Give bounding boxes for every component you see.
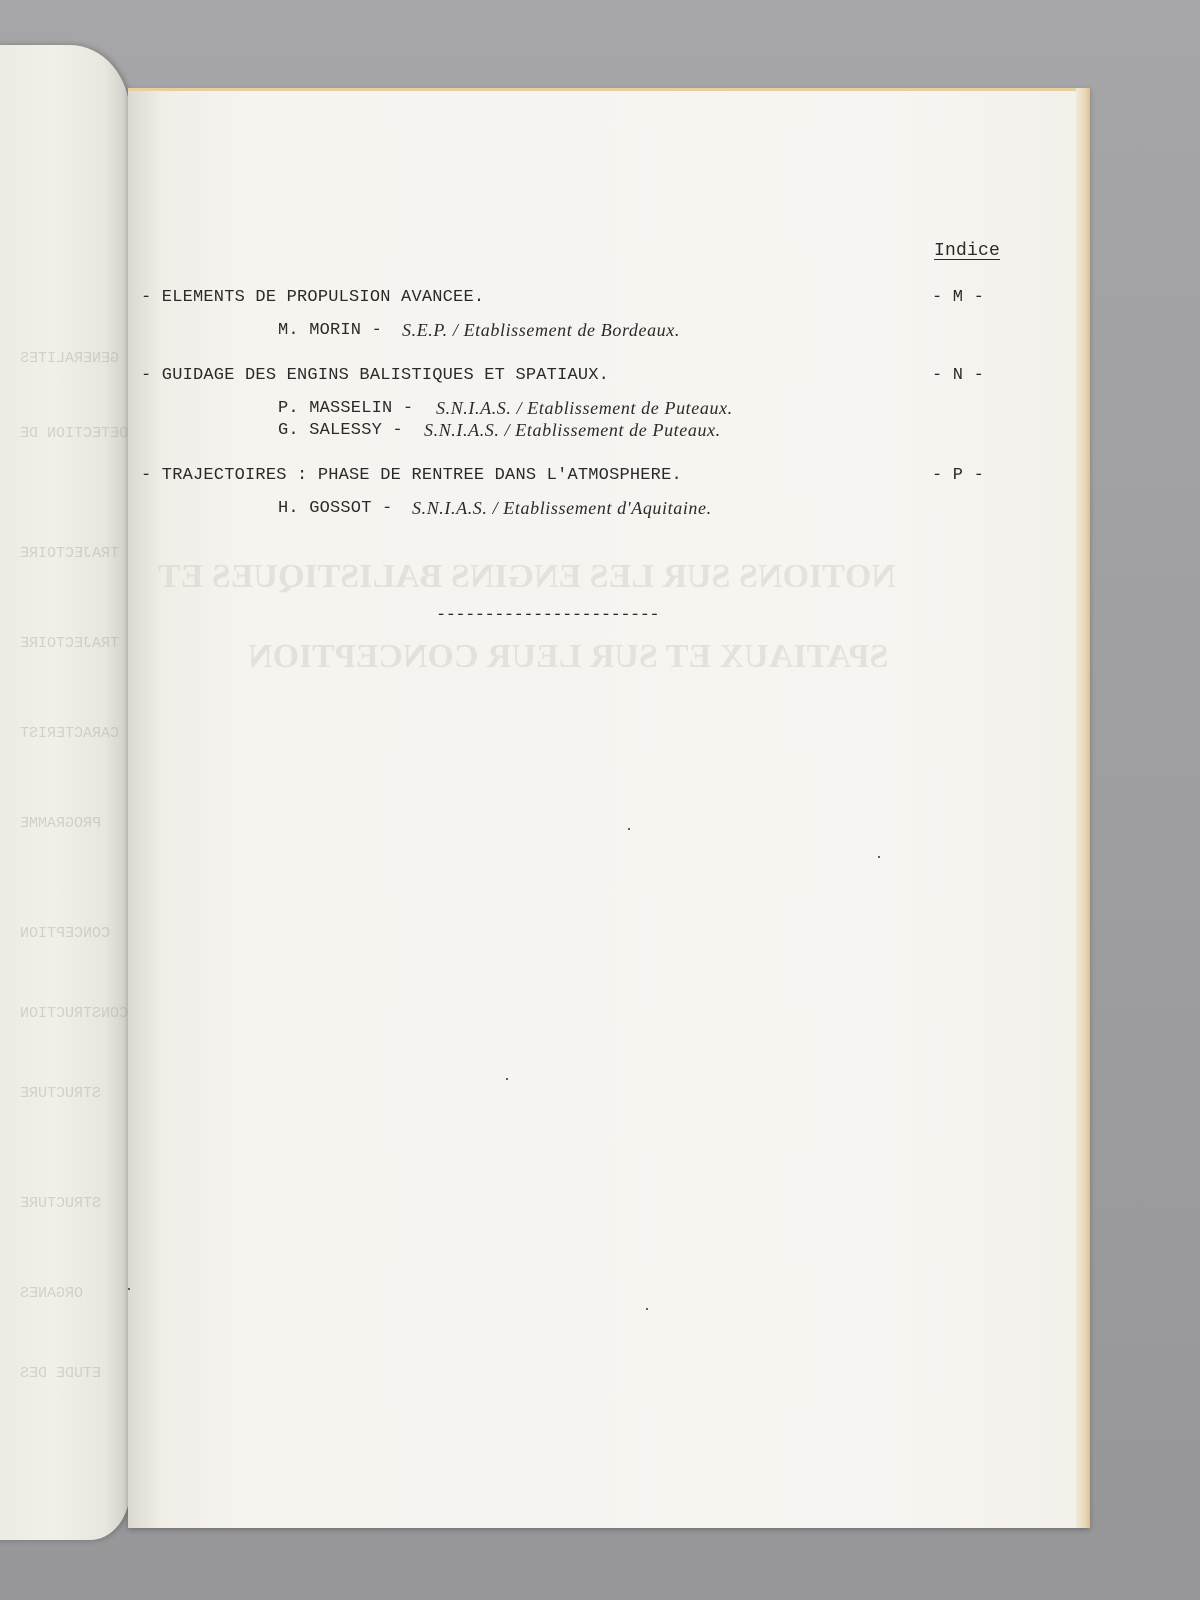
dust-speck [128, 1288, 130, 1290]
section-title: - TRAJECTOIRES : PHASE DE RENTREE DANS L'ATMOSPHERE. [141, 466, 682, 485]
author-affiliation: S.N.I.A.S. / Etablissement de Puteaux. [436, 398, 733, 418]
bleed-through-text: CARACTERIST [20, 725, 120, 742]
author-affiliation: S.N.I.A.S. / Etablissement de Puteaux. [424, 420, 721, 440]
bleed-through-text: STRUCTURE [20, 1195, 102, 1212]
section-indice: - P - [932, 466, 985, 485]
bleed-through-text: PROGRAMME [20, 815, 102, 832]
section-indice: - M - [932, 288, 985, 307]
bleed-through-text: GENERALITES [20, 350, 120, 367]
bleed-through-text: CONCEPTION [20, 925, 111, 942]
bleed-through-text: TRAJECTOIRE [20, 635, 120, 652]
bleed-through-text: ORGANES [20, 1285, 84, 1302]
left-facing-page [0, 45, 130, 1540]
author-affiliation: S.N.I.A.S. / Etablissement d'Aquitaine. [412, 498, 712, 518]
author-name: H. GOSSOT - [278, 499, 393, 518]
bleed-through-text: STRUCTURE [20, 1085, 102, 1102]
section-title: - ELEMENTS DE PROPULSION AVANCEE. [141, 288, 485, 307]
author-name: P. MASSELIN - [278, 399, 414, 418]
dust-speck [646, 1308, 648, 1310]
author-name: M. MORIN - [278, 321, 383, 340]
author-name: G. SALESSY - [278, 421, 403, 440]
section-indice: - N - [932, 366, 985, 385]
page-top-edge [128, 88, 1090, 91]
dust-speck [878, 856, 880, 858]
page-right-edge [1076, 88, 1090, 1528]
bleed-through-title: SPATIAUX ET SUR LEUR CONCEPTION [248, 638, 889, 675]
bleed-through-text: CONSTRUCTION [20, 1005, 129, 1022]
dust-speck [506, 1078, 508, 1080]
section-title: - GUIDAGE DES ENGINS BALISTIQUES ET SPATIAUX. [141, 366, 610, 385]
bleed-through-text: TRAJECTOIRE [20, 545, 120, 562]
bleed-through-text: DETECTION DE [20, 425, 129, 442]
separator-line: ----------------------- [436, 606, 660, 625]
dust-speck [628, 828, 630, 830]
indice-column-header: Indice [934, 241, 1001, 261]
bleed-through-text: ETUDE DES [20, 1365, 102, 1382]
author-affiliation: S.E.P. / Etablissement de Bordeaux. [402, 320, 680, 340]
bleed-through-title: NOTIONS SUR LES ENGINS BALISTIQUES ET [158, 558, 896, 595]
